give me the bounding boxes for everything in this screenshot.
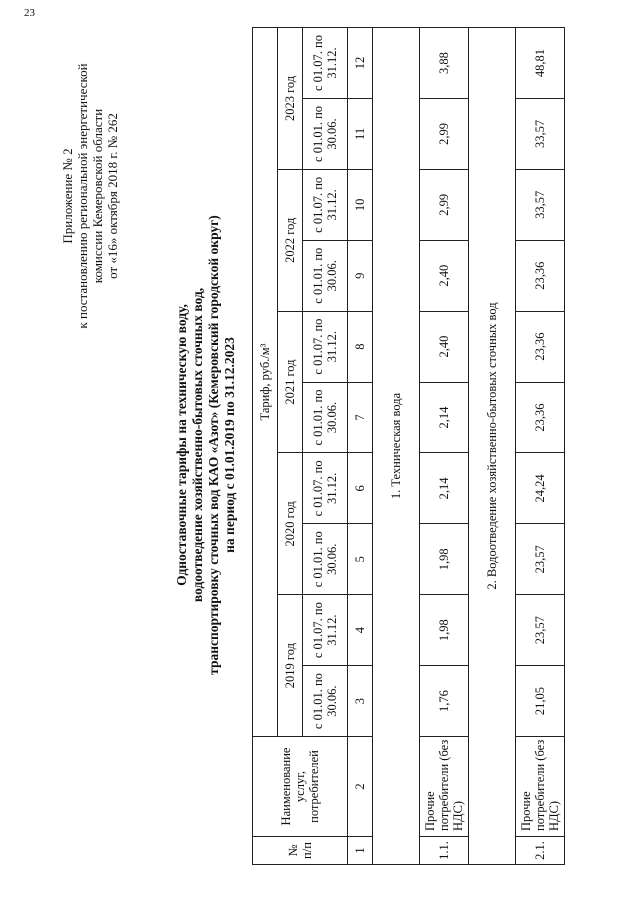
column-number: 6: [348, 453, 373, 524]
tariff-value: 23,36: [516, 240, 565, 311]
column-number: 8: [348, 311, 373, 382]
tariff-value: 24,24: [516, 453, 565, 524]
column-number: 9: [348, 240, 373, 311]
period-header: с 01.07. по 31.12.: [303, 28, 348, 99]
period-header: с 01.07. по 31.12.: [303, 169, 348, 240]
appendix-line: к постановлению региональной энергетической: [75, 63, 90, 329]
page-number: 23: [24, 7, 35, 19]
period-header: с 01.01. по 30.06.: [303, 524, 348, 595]
tariff-value: 2,14: [420, 382, 469, 453]
appendix-line: от «16» октября 2018 г. № 262: [105, 113, 120, 279]
section-title: 2. Водоотведение хозяйственно-бытовых сточных вод: [469, 28, 516, 865]
year-header: 2019 год: [278, 595, 303, 737]
column-number: 12: [348, 28, 373, 99]
column-number: 4: [348, 595, 373, 666]
tariff-value: 1,76: [420, 666, 469, 737]
period-header: с 01.01. по 30.06.: [303, 666, 348, 737]
row-number: 1.1.: [420, 837, 469, 865]
document-title: [174, 135, 238, 755]
tariff-value: 23,57: [516, 524, 565, 595]
period-header: с 01.01. по 30.06.: [303, 98, 348, 169]
title-line: Одноставочные тарифы на техническую воду,: [174, 304, 189, 586]
appendix-line: комиссии Кемеровской области: [90, 108, 105, 284]
tariff-value: 2,99: [420, 98, 469, 169]
column-number: 2: [348, 737, 373, 837]
tariff-value: 1,98: [420, 595, 469, 666]
table-row: [420, 28, 469, 865]
col-num-header: № п/п: [253, 837, 348, 865]
year-header: 2023 год: [278, 28, 303, 170]
tariff-value: 3,88: [420, 28, 469, 99]
column-number: 10: [348, 169, 373, 240]
tariff-value: 23,36: [516, 382, 565, 453]
period-header: с 01.07. по 31.12.: [303, 453, 348, 524]
row-name: Прочие потребители (без НДС): [516, 737, 565, 837]
tariff-value: 23,36: [516, 311, 565, 382]
tariff-value: 2,40: [420, 240, 469, 311]
title-line: водоотведение хозяйственно-бытовых сточных вод,: [190, 287, 205, 603]
tariff-value: 23,57: [516, 595, 565, 666]
col-name-header: Наименование услуг, потребителей: [253, 737, 348, 837]
period-header: с 01.01. по 30.06.: [303, 240, 348, 311]
tariff-value: 1,98: [420, 524, 469, 595]
title-line: транспортировку сточных вод КАО «Азот» (Кемеровский городской округ): [206, 215, 221, 675]
tariff-table: [252, 27, 565, 865]
appendix-header: [60, 16, 120, 376]
tariff-value: 2,40: [420, 311, 469, 382]
tariff-value: 33,57: [516, 98, 565, 169]
column-number: 1: [348, 837, 373, 865]
appendix-line: Приложение № 2: [60, 148, 75, 244]
title-line: на период с 01.01.2019 по 31.12.2023: [222, 337, 237, 553]
period-header: с 01.01. по 30.06.: [303, 382, 348, 453]
tariff-value: 33,57: [516, 169, 565, 240]
tariff-value: 2,14: [420, 453, 469, 524]
row-number: 2.1.: [516, 837, 565, 865]
column-number: 11: [348, 98, 373, 169]
tariff-value: 2,99: [420, 169, 469, 240]
tariff-value: 21,05: [516, 666, 565, 737]
row-name: Прочие потребители (без НДС): [420, 737, 469, 837]
period-header: с 01.07. по 31.12.: [303, 595, 348, 666]
year-header: 2020 год: [278, 453, 303, 595]
table-row: [516, 28, 565, 865]
tariff-unit-header: Тариф, руб./м³: [253, 28, 278, 737]
column-number: 3: [348, 666, 373, 737]
year-header: 2021 год: [278, 311, 303, 453]
column-number: 5: [348, 524, 373, 595]
year-header: 2022 год: [278, 169, 303, 311]
section-title: 1. Техническая вода: [373, 28, 420, 865]
period-header: с 01.07. по 31.12.: [303, 311, 348, 382]
tariff-value: 48,81: [516, 28, 565, 99]
column-number: 7: [348, 382, 373, 453]
